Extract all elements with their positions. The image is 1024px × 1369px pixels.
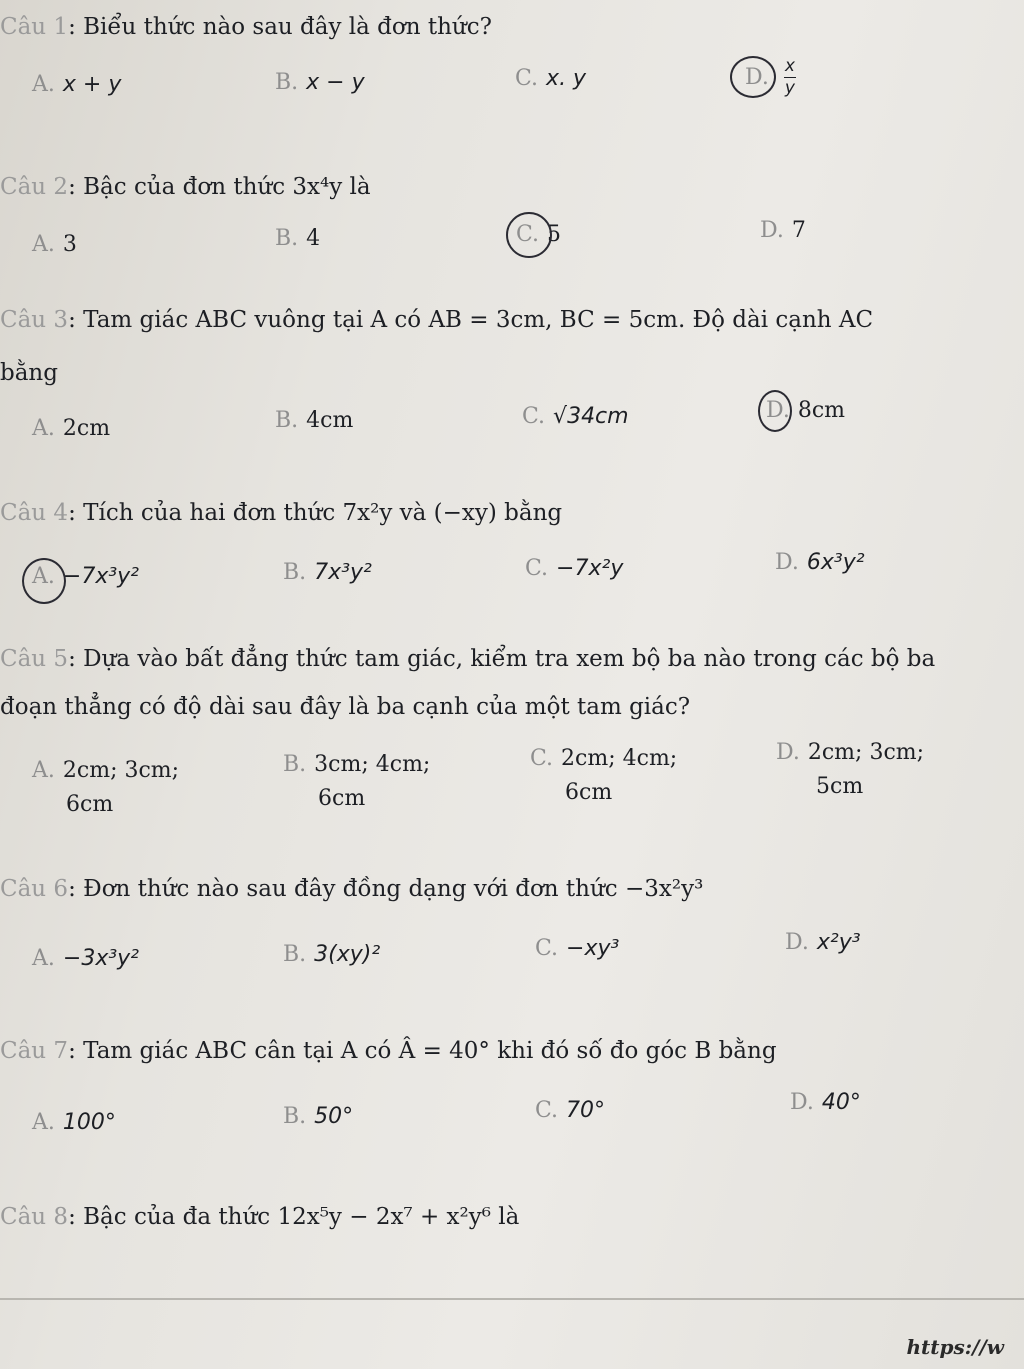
option-1b[interactable]: B. x − y bbox=[275, 70, 365, 95]
question-text: Tam giác ABC cân tại A có Â = 40° khi đó số đo góc B bằng bbox=[83, 1038, 777, 1064]
question-text: Tam giác ABC vuông tại A có AB = 3cm, BC = 5cm. Độ dài cạnh AC bbox=[83, 307, 874, 333]
option-2b[interactable]: B. 4 bbox=[275, 226, 321, 251]
question-label: Câu 1 bbox=[0, 14, 69, 40]
option-3c[interactable]: C. √34cm bbox=[522, 404, 629, 429]
option-3d[interactable]: D. 8cm bbox=[766, 398, 846, 423]
option-5d[interactable]: D. 2cm; 3cm; bbox=[776, 740, 925, 765]
question-3: Câu 3: Tam giác ABC vuông tại A có AB = 3cm, BC = 5cm. Độ dài cạnh AC bbox=[0, 307, 874, 333]
option-5a[interactable]: A. 2cm; 3cm; bbox=[32, 758, 180, 783]
answer-circle-mark bbox=[730, 56, 776, 98]
question-label: Câu 7 bbox=[0, 1038, 69, 1064]
option-5b[interactable]: B. 3cm; 4cm; bbox=[283, 752, 431, 777]
option-5c[interactable]: C. 2cm; 4cm; bbox=[530, 746, 678, 771]
question-3-continued: bằng bbox=[0, 360, 58, 386]
answer-circle-mark bbox=[758, 390, 792, 432]
option-4d[interactable]: D. 6x³y² bbox=[775, 550, 865, 575]
option-7c[interactable]: C. 70° bbox=[535, 1098, 606, 1123]
question-2: Câu 2: Bậc của đơn thức 3x⁴y là bbox=[0, 174, 371, 200]
answer-circle-mark bbox=[506, 212, 552, 258]
option-5c-continued: 6cm bbox=[565, 780, 613, 805]
option-5b-continued: 6cm bbox=[318, 786, 366, 811]
option-6c[interactable]: C. −xy³ bbox=[535, 936, 620, 961]
question-4: Câu 4: Tích của hai đơn thức 7x²y và (−xy) bằng bbox=[0, 500, 563, 526]
question-text: Đơn thức nào sau đây đồng dạng với đơn thức −3x²y³ bbox=[83, 876, 704, 902]
option-6d[interactable]: D. x²y³ bbox=[785, 930, 861, 955]
option-6a[interactable]: A. −3x³y² bbox=[32, 946, 139, 971]
option-7b[interactable]: B. 50° bbox=[283, 1104, 354, 1129]
question-label: Câu 4 bbox=[0, 500, 69, 526]
question-text: Bậc của đa thức 12x⁵y − 2x⁷ + x²y⁶ là bbox=[83, 1204, 520, 1230]
question-text: Tích của hai đơn thức 7x²y và (−xy) bằng bbox=[83, 500, 563, 526]
question-6: Câu 6: Đơn thức nào sau đây đồng dạng với đơn thức −3x²y³ bbox=[0, 876, 704, 902]
option-6b[interactable]: B. 3(xy)² bbox=[283, 942, 381, 967]
option-2c[interactable]: C. 5 bbox=[516, 222, 562, 247]
question-label: Câu 3 bbox=[0, 307, 69, 333]
option-7d[interactable]: D. 40° bbox=[790, 1090, 861, 1115]
answer-circle-mark bbox=[22, 558, 66, 604]
question-1: Câu 1: Biểu thức nào sau đây là đơn thức? bbox=[0, 14, 492, 40]
question-label: Câu 2 bbox=[0, 174, 69, 200]
option-4b[interactable]: B. 7x³y² bbox=[283, 560, 372, 585]
option-2a[interactable]: A. 3 bbox=[32, 232, 77, 257]
option-2d[interactable]: D. 7 bbox=[760, 218, 806, 243]
question-text: Bậc của đơn thức 3x⁴y là bbox=[83, 174, 371, 200]
question-8: Câu 8: Bậc của đa thức 12x⁵y − 2x⁷ + x²y⁶ là bbox=[0, 1204, 520, 1230]
question-5: Câu 5: Dựa vào bất đẳng thức tam giác, kiểm tra xem bộ ba nào trong các bộ ba bbox=[0, 646, 936, 672]
question-text: Biểu thức nào sau đây là đơn thức? bbox=[83, 14, 492, 40]
option-5d-continued: 5cm bbox=[816, 774, 864, 799]
option-4a[interactable]: A. −7x³y² bbox=[32, 564, 139, 589]
option-1d[interactable]: D. $\frac{x}{y}$ bbox=[745, 56, 795, 98]
question-label: Câu 8 bbox=[0, 1204, 69, 1230]
footer-url-text: https://w bbox=[906, 1335, 1004, 1359]
option-4c[interactable]: C. −7x²y bbox=[525, 556, 624, 581]
question-label: Câu 5 bbox=[0, 646, 69, 672]
question-5-continued: đoạn thẳng có độ dài sau đây là ba cạnh của một tam giác? bbox=[0, 694, 691, 720]
option-7a[interactable]: A. 100° bbox=[32, 1110, 116, 1135]
option-3a[interactable]: A. 2cm bbox=[32, 416, 111, 441]
option-5a-continued: 6cm bbox=[66, 792, 114, 817]
option-1c[interactable]: C. x. y bbox=[515, 66, 587, 91]
question-text: Dựa vào bất đẳng thức tam giác, kiểm tra xem bộ ba nào trong các bộ ba bbox=[83, 646, 936, 672]
option-1a[interactable]: A. x + y bbox=[32, 72, 122, 97]
page-divider bbox=[0, 1298, 1024, 1300]
fraction: $\frac{x}{y}$ bbox=[784, 56, 795, 98]
question-label: Câu 6 bbox=[0, 876, 69, 902]
question-7: Câu 7: Tam giác ABC cân tại A có Â = 40° khi đó số đo góc B bằng bbox=[0, 1038, 777, 1064]
option-3b[interactable]: B. 4cm bbox=[275, 408, 354, 433]
